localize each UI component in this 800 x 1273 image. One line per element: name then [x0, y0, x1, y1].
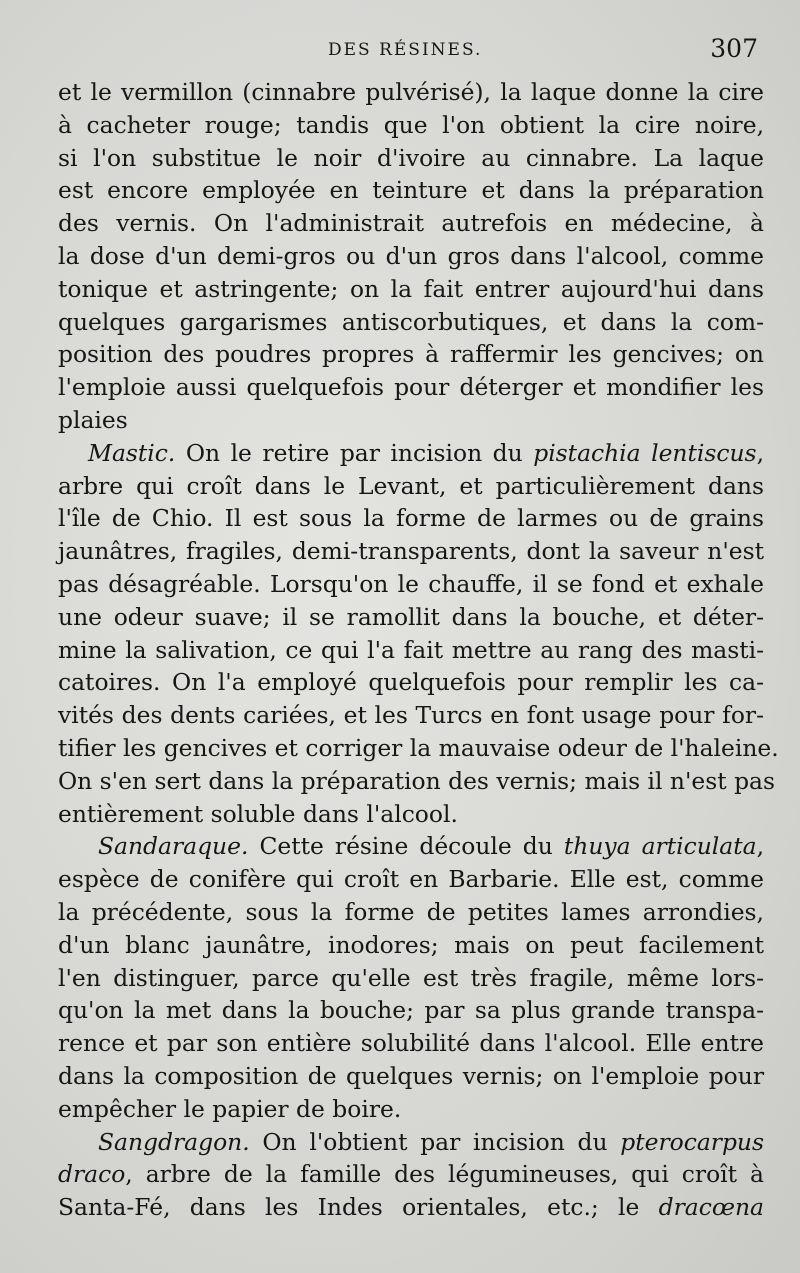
latin-name: draco — [58, 1160, 126, 1189]
text-line: mine la salivation, ce qui l'a fait mettre au rang des masti- — [58, 635, 764, 664]
text-line: et le vermillon (cinnabre pulvérisé), la laque donne la cire — [58, 78, 764, 106]
text-line — [58, 1191, 764, 1224]
text-line: qu'on la met dans la bouche; par sa plus grande transpa- — [58, 996, 764, 1025]
paragraph-sandaraque — [58, 830, 764, 1125]
text-line: la précédente, sous la forme de petites lames arrondies, — [58, 897, 764, 926]
text-line: position des poudres propres à raffermir les gencives; on — [58, 340, 764, 369]
text-line: l'en distinguer, parce qu'elle est très fragile, même lors- — [58, 963, 764, 992]
text-line: rence et par son entière solubilité dans l'alcool. Elle entre — [58, 1029, 764, 1058]
text-run: , arbre de la famille des légumineuses, qui croît à — [125, 1160, 764, 1189]
entry-term-sandaraque: Sandaraque. — [98, 832, 249, 861]
page-body — [58, 76, 779, 1224]
text-run: On le retire par incision du — [175, 438, 534, 467]
text-line: espèce de conifère qui croît en Barbarie. Elle est, comme — [58, 865, 764, 894]
running-title: DES RÉSINES. — [328, 40, 483, 60]
text-line: vités des dents cariées, et les Turcs en font usage pour for- — [58, 701, 764, 730]
text-run: , — [756, 832, 764, 861]
text-line: quelques gargarismes antiscorbutiques, et dans la com- — [58, 307, 764, 336]
text-line: On s'en sert dans la préparation des vernis; mais il n'est pas — [58, 766, 776, 795]
text-line: est encore employée en teinture et dans la préparation — [58, 176, 764, 205]
text-line: tonique et astringente; on la fait entrer aujourd'hui dans — [58, 274, 764, 303]
text-line: l'île de Chio. Il est sous la forme de larmes ou de grains — [58, 504, 764, 533]
text-line — [58, 1126, 764, 1159]
text-line: des vernis. On l'administrait autrefois en médecine, à — [58, 209, 764, 238]
page-number: 307 — [710, 34, 758, 63]
text-line: l'emploie aussi quelquefois pour déterger et mondifier les — [58, 373, 764, 402]
latin-name: thuya articulata — [563, 832, 757, 861]
text-line: d'un blanc jaunâtre, inodores; mais on peut facilement — [58, 930, 764, 959]
text-line: arbre qui croît dans le Levant, et particulièrement dans — [58, 471, 764, 500]
text-line: plaies — [58, 405, 128, 434]
text-run: , — [756, 438, 764, 467]
text-run: Cette résine découle du — [248, 832, 564, 861]
text-line: pas désagréable. Lorsqu'on le chauffe, il se fond et exhale — [58, 569, 764, 598]
text-line: entièrement soluble dans l'alcool. — [58, 799, 458, 828]
text-line — [58, 1158, 764, 1191]
paragraph-mastic — [58, 437, 779, 831]
latin-name: dracœna — [658, 1193, 764, 1222]
latin-name: pistachia lentiscus — [533, 438, 757, 467]
text-line: empêcher le papier de boire. — [58, 1094, 402, 1123]
text-line: une odeur suave; il se ramollit dans la bouche, et déter- — [58, 602, 764, 631]
entry-term-mastic: Mastic. — [88, 438, 176, 467]
text-line: dans la composition de quelques vernis; on l'emploie pour — [58, 1061, 764, 1090]
text-line — [58, 437, 764, 470]
page-header — [58, 34, 764, 76]
text-run: Santa-Fé, dans les Indes orientales, etc.; le — [58, 1193, 659, 1222]
text-line — [58, 830, 764, 863]
latin-name: pterocarpus — [620, 1127, 764, 1156]
text-line: la dose d'un demi-gros ou d'un gros dans l'alcool, comme — [58, 241, 764, 270]
text-run: On l'obtient par incision du — [249, 1127, 621, 1156]
text-line: si l'on substitue le noir d'ivoire au cinnabre. La laque — [58, 143, 764, 172]
paragraph-sangdragon — [58, 1126, 764, 1224]
text-line: tifier les gencives et corriger la mauvaise odeur de l'haleine. — [58, 733, 779, 762]
text-line: à cacheter rouge; tandis que l'on obtient la cire noire, — [58, 110, 764, 139]
entry-term-sangdragon: Sangdragon. — [98, 1127, 250, 1156]
text-line: jaunâtres, fragiles, demi-transparents, dont la saveur n'est — [58, 537, 764, 566]
text-line: catoires. On l'a employé quelquefois pour remplir les ca- — [58, 668, 764, 697]
paragraph-laque — [58, 76, 764, 437]
